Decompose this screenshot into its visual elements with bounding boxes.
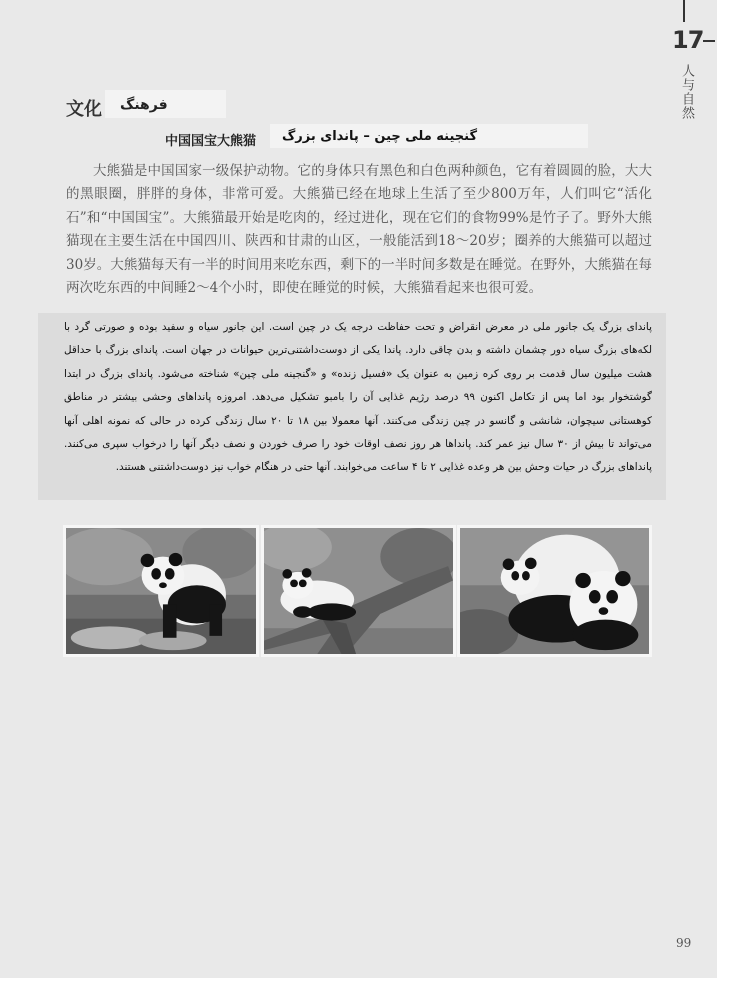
- section-title-persian: فرهنگ: [120, 97, 168, 113]
- section-title-chinese: 文化: [66, 99, 102, 120]
- chapter-number: 17: [672, 26, 704, 54]
- panda-photo-pair: [457, 525, 652, 657]
- article-body-persian: پاندای بزرگ یک جانور ملی در معرض انقراض و تحت حفاظت درجه یک در چین است. این جانور سیاه و سفید بوده و صورتی گرد با لکه‌های بزرگ سیاه دور چشمان داشته و بدن چاقی دارد. پاندا یکی از دوست‌داشتنی‌ترین حیوانات در جهان است. پاندای بزرگ با حداقل هشت میلیون سال قدمت بر روی کره زمین به عنوان یک «فسیل زنده» و «گنجینه ملی چین» شناخته می‌شود. پاندای بزرگ در ابتدا گوشتخوار بود اما پس از تکامل اکنون ۹۹ درصد رژیم غذایی آن را بامبو تشکیل می‌دهد. امروزه پانداهای وحشی بیشتر در مناطق کوهستانی سیچوان، شانشی و گانسو در چین زندگی می‌کنند. آنها معمولا بین ۱۸ تا ۲۰ سال زندگی کرده در حالی که نمونه اهلی آنها می‌تواند تا بیش از ۳۰ سال نیز عمر کند. پانداها هر روز نصف اوقات خود را صرف خوردن و نصف دیگر آنها را درخواب سپری می‌کنند. پانداهای بزرگ در حیات وحش بین هر وعده غذایی ۲ تا ۴ ساعت می‌خوابند. آنها حتی در هنگام خواب نیز دوست‌داشتنی هستند.: [64, 321, 652, 474]
- article-subtitle-chinese: 中国国宝大熊猫: [165, 134, 257, 149]
- article-subtitle-persian: گنجینه ملی چین – پاندای بزرگ: [282, 129, 478, 144]
- panda-photo-on-tree: [261, 525, 456, 657]
- page-number: 99: [676, 936, 692, 950]
- article-body-chinese: 大熊猫是中国国家一级保护动物。它的身体只有黑色和白色两种颜色，它有着圆圆的脸，大大的黑眼圈，胖胖的身体，非常可爱。大熊猫已经在地球上生活了至少800万年，人们叫它“活化石”和“中国国宝”。大熊猫最开始是吃肉的，经过进化，现在它们的食物99%是竹子了。野外大熊猫现在主要生活在中国四川、陕西和甘肃的山区，一般能活到18～20岁；圈养的大熊猫可以超过30岁。大熊猫每天有一半的时间用来吃东西，剩下的一半时间多数是在睡觉。在野外，大熊猫在每两次吃东西的中间睡2～4个小时，即使在睡觉的时候，大熊猫看起来也很可爱。: [66, 163, 652, 297]
- chapter-marker-dash: [703, 40, 715, 42]
- panda-photo-standing: [63, 525, 259, 657]
- chapter-title-vertical: 人与自然: [679, 64, 694, 120]
- chapter-marker-line: [683, 0, 685, 22]
- page-edge: [717, 0, 742, 987]
